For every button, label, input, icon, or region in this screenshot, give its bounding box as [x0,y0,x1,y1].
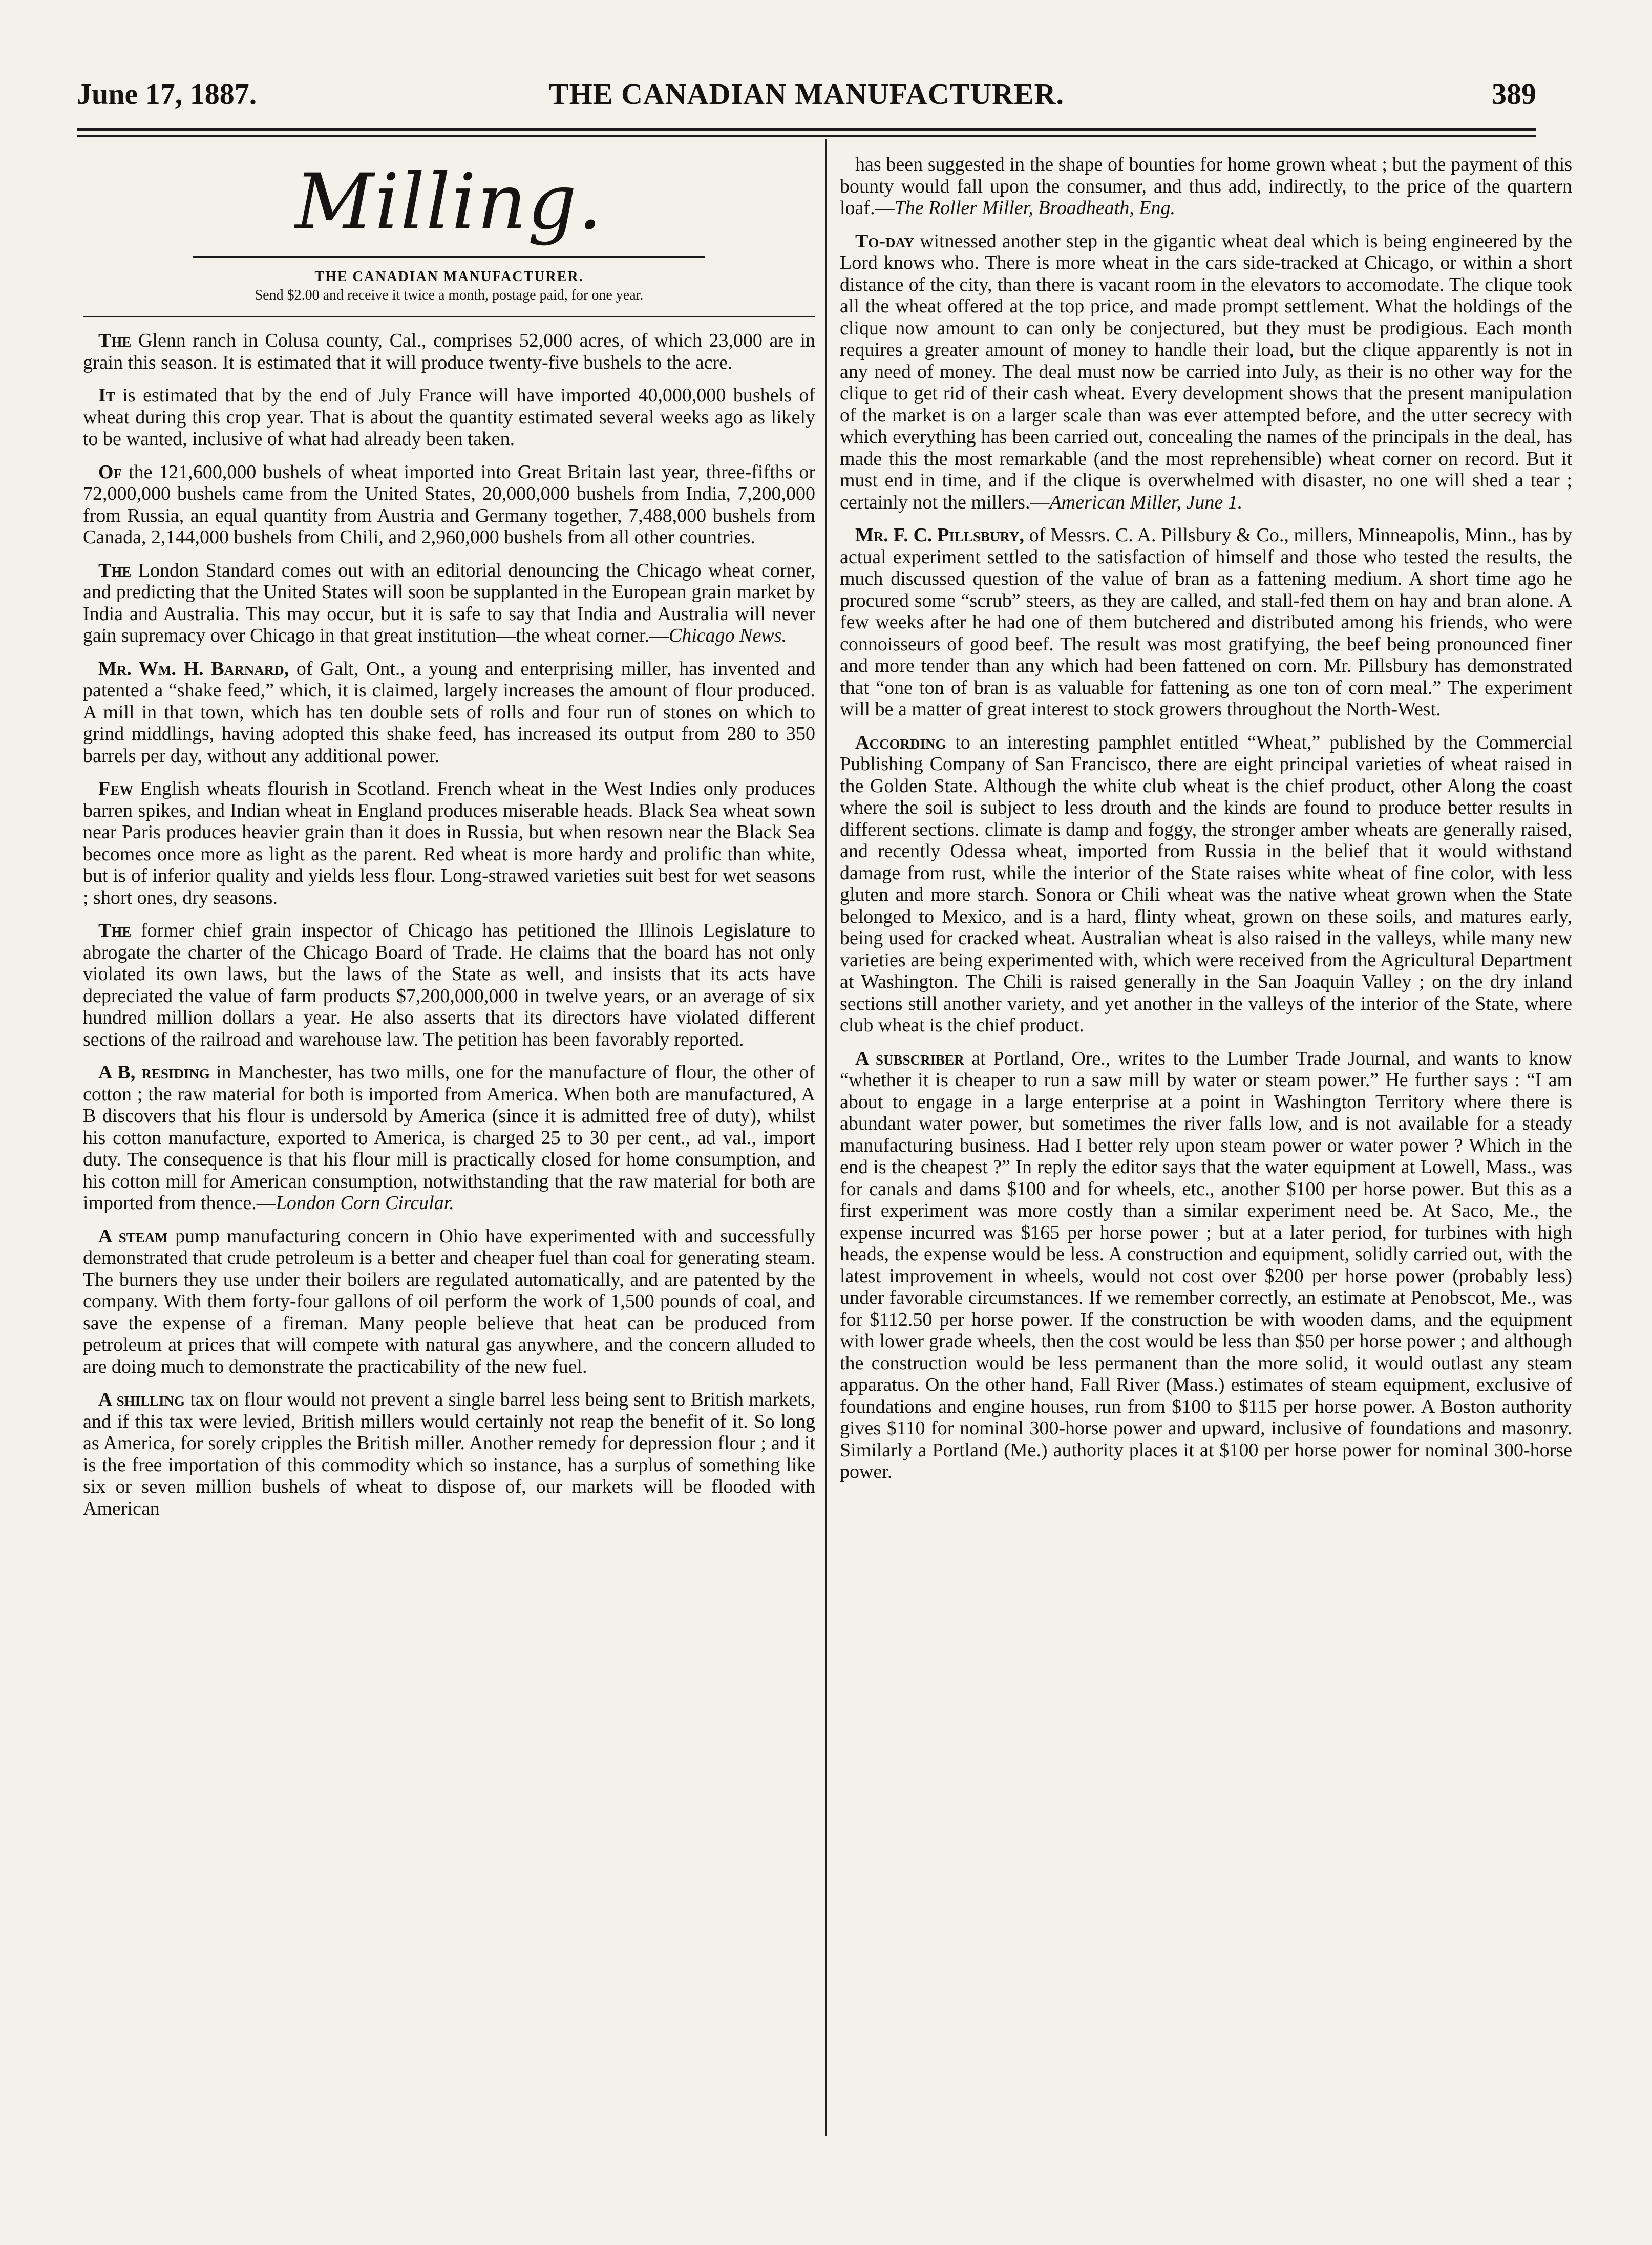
article-lead: Mr. F. C. Pillsbury, [855,524,1025,546]
article-source: The Roller Miller, Broadheath, Eng. [894,197,1176,219]
article-text: Glenn ranch in Colusa county, Cal., comprises 52,000 acres, of which 23,000 are in grain this season. It is estimated that it will produce twenty-five bushels to the acre. [83,330,816,373]
article-paragraph [840,230,1572,514]
article-lead: The [98,330,132,351]
article-source: London Corn Circular. [276,1192,454,1214]
article-text: at Portland, Ore., writes to the Lumber Trade Journal, and wants to know “whether it is cheaper to run a saw mill by water or steam power.” He further says : “I am about to engage in a large enterprise at a point in Washington Territory where there is abundant water power, but sometimes the river falls low, and is not available for a steady manufacturing business. Had I better rely upon steam power or water power ? Which in the end is the cheapest ?” In reply the editor says that the water equipment at Lowell, Mass., was for canals and dams $100 and for wheels, etc., another $100 per horse power. But this as a first experiment was more costly than a similar experiment need be. At Saco, Me., the expense incurred was $165 per horse power ; but at a later period, for turbines with high heads, the expense would be less. A construction and equipment, solidly carried out, with the latest improvement in wheels, would not cost over $200 per horse power (probably less) under favorable circumstances. If we remember correctly, an estimate at Penobscot, Me., was for $112.50 per horse power. If the construction be with wooden dams, and the equipment with lower grade wheels, then the cost would be less than $50 per horse power ; and although the construction would be less permanent than the more solid, it would outlast any steam apparatus. On the other hand, Fall River (Mass.) estimates of steam equipment, exclusive of foundations and engine houses, run from $100 to $115 per horse power. A Boston authority gives $110 for nominal 300-horse power and upward, inclusive of foundations and masonry. Similarly a Portland (Me.) authority places it at $100 per horse power for nominal 300-horse power. [840,1047,1572,1482]
section-title: Milling. [295,158,603,247]
article-source: Chicago News. [668,625,787,646]
page-header [77,77,1536,118]
subscription-note: Send $2.00 and receive it twice a month, postage paid, for one year. [255,287,644,303]
article-paragraph [83,1062,815,1214]
article-text: witnessed another step in the gigantic wheat deal which is being engineered by the Lord knows who. There is more wheat in the cars side-tracked at Chicago, or within a short distance of the city, than there is vacant room in the elevators to accomodate. The clique took all the wheat offered at the top price, and made prompt settlement. What the holdings of the clique now amount to can only be conjectured, but they must be prodigious. Each month requires a greater amount of money to handle their load, but the clique apparently is not in any need of money. The deal must now be carried into July, as their is no other way for the clique to get rid of their cash wheat. Every development shows that the present manipulation of the market is on a larger scale than was ever attempted before, and the utter secrecy with which everything has been carried out, concealing the names of the principals in the deal, has made this the most remarkable (and the most reprehensible) wheat corner on record. But it must end in time, and if the clique is overwhelmed with disaster, no one will shed a tear ; certainly not the millers.— [840,230,1573,513]
article-text: the 121,600,000 bushels of wheat imported into Great Britain last year, three-fifths or 72,000,000 bushels came from the United States, 20,000,000 bushels from India, 7,200,000 from Russia, an equal quantity from Austria and Germany together, 7,488,000 bushels from Canada, 2,144,000 bushels from Chili, and 2,960,000 bushels from all other countries. [83,461,815,548]
section-rule [83,316,815,317]
article-paragraph [83,920,815,1050]
article-text: is estimated that by the end of July France will have imported 40,000,000 bushels of wheat during this crop year. That is about the quantity estimated several weeks ago as likely to be wanted, inclusive of what had already been taken. [83,385,815,450]
title-rule [193,256,705,258]
article-text: English wheats flourish in Scotland. French wheat in the West Indies only produces barren spikes, and Indian wheat in England produces miserable heads. Black Sea wheat sown near Paris produces heavier grain than it does in Russia, but when resown near the Black Sea becomes once more as light as the parent. Red wheat is more hardy and prolific than white, but is of inferior quality and yields less flour. Long-strawed varieties suit best for wet seasons ; short ones, dry seasons. [83,778,815,908]
article-paragraph [840,732,1572,1036]
article-paragraph [83,461,815,548]
article-text: pump manufacturing concern in Ohio have experimented with and successfully demonstrated that crude petroleum is a better and cheaper fuel than coal for generating steam. The burners they use under their boilers are regulated automatically, and are patented by the company. With them forty-four gallons of oil perform the work of 1,500 pounds of coal, and save the expense of a fireman. Many people believe that heat can be produced from petroleum at prices that will compete with natural gas anywhere, and the concern alluded to are doing much to demonstrate the practicability of the new fuel. [83,1225,815,1378]
article-paragraph [840,1048,1572,1483]
article-lead: Mr. Wm. H. Barnard, [98,658,289,680]
article-text: to an interesting pamphlet entitled “Wheat,” published by the Commercial Publishing Company of San Francisco, there are eight principal varieties of wheat raised in the Golden State. Although the white club wheat is the chief product, other Along the coast where the soil is subject to less drouth and the kinds are found to produce better results in different sections. climate is damp and foggy, the stronger amber wheats are generally raised, and recently Odessa wheat, imported from Russia in the belief that it would withstand damage from rust, while the interior of the State raises white wheat of fine color, with less gluten and more starch. Sonora or Chili wheat was the native wheat grown when the State belonged to Mexico, and is a hard, flinty wheat, grown on these soils, and matures early, being used for cracked wheat. Australian wheat is also raised in the valleys, while many new varieties are being experimented with, which were received from the Agricultural Department at Washington. The Chili is raised generally in the San Joaquin Valley ; on the dry inland sections still another variety, and yet another in the valleys of the interior of the State, where club wheat is the chief product. [840,731,1573,1036]
article-paragraph [83,1389,815,1519]
article-paragraph [840,154,1572,219]
article-lead: A subscriber [855,1047,964,1069]
article-lead: Of [98,461,122,483]
article-lead: It [98,385,115,406]
article-lead: According [855,731,946,753]
right-articles [840,154,1572,1483]
article-paragraph [83,658,815,767]
article-text: tax on flour would not prevent a single barrel less being sent to British markets, and if this tax were levied, British millers would certainly not reap the benefit of it. So long as America, for sorely cripples the British miller. Another remedy for depression flour ; and it is the free importation of this commodity which so instance, has a surplus of something like six or seven million bushels of wheat to dispose of, our markets will be flooded with American [83,1389,815,1519]
header-rule [77,128,1536,131]
publication-name: THE CANADIAN MANUFACTURER. [314,269,584,285]
column-divider [825,139,827,2136]
article-text: in Manchester, has two mills, one for the manufacture of flour, the other of cotton ; the raw material for both is imported from America. When both are manufactured, A B discovers that his flour is undersold by America (since it is admitted free of duty), whilst his cotton manufacture, exported to America, is charged 25 to 30 per cent., ad val., import duty. The consequence is that his flour mill is practically closed for home consumption, and his cotton mill for American consumption, notwithstanding that the raw material for both are imported from thence.— [83,1062,815,1214]
article-text: of Messrs. C. A. Pillsbury & Co., millers, Minneapolis, Minn., has by actual experiment settled to the satisfaction of himself and those who tested the results, the much discussed question of the value of bran as a fattening medium. A short time ago he procured some “scrub” steers, as they are called, and stall-fed them on hay and bran alone. A few weeks after he had one of them butchered and distributed among his friends, who were connoisseurs of good beef. The result was most gratifying, the beef being pronounced finer and more tender than any which had been fattened on corn. Mr. Pillsbury has demonstrated that “one ton of bran is as valuable for fattening as one ton of corn meal.” The experiment will be a matter of great interest to stock growers throughout the North-West. [840,524,1572,720]
article-paragraph [83,560,815,647]
article-source: American Miller, June 1. [1049,491,1243,513]
article-paragraph [83,385,815,450]
left-column [83,154,815,1531]
article-paragraph [83,330,815,373]
masthead: THE CANADIAN MANUFACTURER. [548,77,1065,111]
article-lead: Few [98,778,134,799]
article-lead: A B, residing [98,1062,210,1083]
article-paragraph [83,1225,815,1378]
article-lead: To-day [855,230,915,252]
issue-date: June 17, 1887. [77,77,257,111]
left-articles [83,330,815,1519]
article-text: has been suggested in the shape of bounties for home grown wheat ; but the payment of this bounty would fall upon the consumer, and thus add, indirectly, to the price of the quartern loaf.— [840,154,1572,219]
page-number: 389 [1492,77,1536,111]
article-lead: A shilling [98,1389,185,1410]
article-text: London Standard comes out with an editorial denouncing the Chicago wheat corner, and predicting that the United States will soon be supplanted in the European grain market by India and Australia. This may occur, but it is safe to say that India and Australia will never gain supremacy over Chicago in that great institution—the wheat corner.— [83,559,816,646]
article-text: former chief grain inspector of Chicago has petitioned the Illinois Legislature to abrogate the charter of the Chicago Board of Trade. He claims that the board has not only violated its own laws, but the laws of the State as well, and insists that its acts have depreciated the value of farm products $7,200,000,000 in twelve years, or an average of six hundred million dollars a year. He also asserts that its directors have violated different sections of the railroad and warehouse law. The petition has been favorably reported. [83,920,816,1050]
article-text: of Galt, Ont., a young and enterprising miller, has invented and patented a “shake feed,” which, it is claimed, largely increases the amount of flour produced. A mill in that town, which has ten double sets of rolls and four run of stones on which to grind middlings, having adopted this shake feed, has increased its output from 280 to 350 barrels per day, without any additional power. [83,658,815,767]
article-paragraph [840,524,1572,721]
header-rule-inner [77,135,1536,137]
right-column [840,154,1572,1494]
article-lead: A steam [98,1225,168,1247]
article-paragraph [83,778,815,908]
article-lead: The [98,559,132,581]
article-lead: The [98,920,132,941]
